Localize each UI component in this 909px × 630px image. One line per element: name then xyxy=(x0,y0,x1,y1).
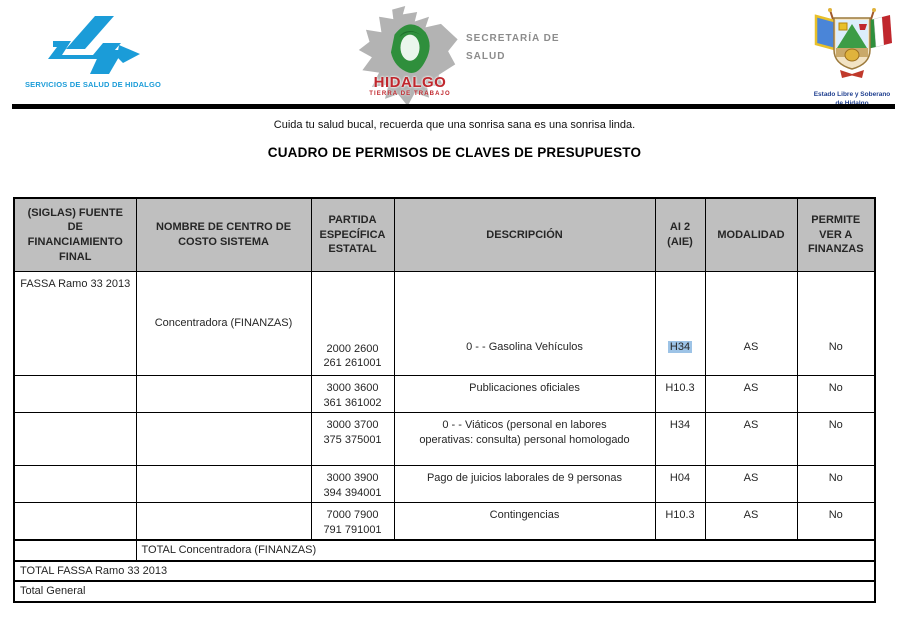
total-row-general xyxy=(14,581,875,602)
column-header-fuente: (SIGLAS) FUENTE DE FINANCIAMIENTO FINAL xyxy=(14,198,136,272)
cell-descripcion: Contingencias xyxy=(394,503,655,541)
total-label: TOTAL Concentradora (FINANZAS) xyxy=(136,540,875,561)
health-slogan: Cuida tu salud bucal, recuerda que una sonrisa sana es una sonrisa linda. xyxy=(273,119,636,131)
budget-permissions-table xyxy=(13,197,876,603)
column-header-centro-costo: NOMBRE DE CENTRO DE COSTO SISTEMA xyxy=(136,198,311,272)
cell-centro-costo: Concentradora (FINANZAS) xyxy=(136,272,311,376)
ssh-logo-icon xyxy=(18,14,168,76)
selected-text-highlight: H34 xyxy=(669,341,691,354)
hidalgo-state-logo xyxy=(356,6,464,106)
cell-permite: No xyxy=(797,272,875,376)
column-header-permite-finanzas: PERMITE VER A FINANZAS xyxy=(797,198,875,272)
horizontal-divider xyxy=(12,104,895,109)
cell-fuente: FASSA Ramo 33 2013 xyxy=(14,272,136,376)
cell-partida: 3000 3900 394 394001 xyxy=(311,466,394,503)
cell-ai2: H10.3 xyxy=(655,503,705,541)
coat-of-arms-icon xyxy=(806,71,898,88)
column-header-descripcion: DESCRIPCIÓN xyxy=(394,198,655,272)
column-header-partida: PARTIDA ESPECÍFICA ESTATAL xyxy=(311,198,394,272)
cell-ai2: H34 xyxy=(655,413,705,466)
cell-modalidad: AS xyxy=(705,503,797,541)
cell-permite: No xyxy=(797,503,875,541)
coat-of-arms-caption: Estado Libre y Soberano xyxy=(813,91,891,98)
total-row-fassa xyxy=(14,561,875,582)
cell-centro-costo xyxy=(136,466,311,503)
table-row xyxy=(14,466,875,503)
ssh-logo-caption: SERVICIOS DE SALUD DE HIDALGO xyxy=(24,80,162,89)
cell-fuente xyxy=(14,466,136,503)
total-row-concentradora xyxy=(14,540,875,561)
cell-descripcion: 0 - - Gasolina Vehículos xyxy=(394,272,655,376)
column-header-modalidad: MODALIDAD xyxy=(705,198,797,272)
total-label: Total General xyxy=(14,581,875,602)
cell-ai2: H10.3 xyxy=(655,376,705,413)
cell-centro-costo xyxy=(136,503,311,541)
secretaria-de-salud-label: SECRETARÍA DE SALUD xyxy=(466,33,560,62)
column-header-ai2: AI 2 (AIE) xyxy=(655,198,705,272)
cell-partida: 3000 3700 375 375001 xyxy=(311,413,394,466)
ssh-logo xyxy=(18,14,168,89)
cell-descripcion: Pago de juicios laborales de 9 personas xyxy=(394,466,655,503)
cell-descripcion: 0 - - Viáticos (personal en labores operativas: consulta) personal homologado xyxy=(394,413,655,466)
cell-empty xyxy=(14,540,136,561)
cell-partida: 2000 2600 261 261001 xyxy=(311,272,394,376)
table-header-row xyxy=(14,198,875,272)
page-title: CUADRO DE PERMISOS DE CLAVES DE PRESUPUESTO xyxy=(267,145,642,160)
table-row xyxy=(14,272,875,376)
cell-partida: 7000 7900 791 791001 xyxy=(311,503,394,541)
table-row xyxy=(14,413,875,466)
total-label: TOTAL FASSA Ramo 33 2013 xyxy=(14,561,875,582)
cell-permite: No xyxy=(797,376,875,413)
cell-fuente xyxy=(14,376,136,413)
cell-descripcion: Publicaciones oficiales xyxy=(394,376,655,413)
table-row xyxy=(14,503,875,541)
cell-modalidad: AS xyxy=(705,466,797,503)
table-row xyxy=(14,376,875,413)
cell-centro-costo xyxy=(136,413,311,466)
hidalgo-tagline: TIERRA DE TRABAJO xyxy=(369,91,451,97)
cell-permite: No xyxy=(797,413,875,466)
cell-modalidad: AS xyxy=(705,413,797,466)
hidalgo-wordmark: HIDALGO xyxy=(373,74,447,91)
cell-ai2 xyxy=(655,272,705,376)
cell-fuente xyxy=(14,503,136,541)
hidalgo-coat-of-arms xyxy=(802,4,902,109)
cell-partida: 3000 3600 361 361002 xyxy=(311,376,394,413)
cell-modalidad: AS xyxy=(705,272,797,376)
cell-permite: No xyxy=(797,466,875,503)
cell-modalidad: AS xyxy=(705,376,797,413)
cell-fuente xyxy=(14,413,136,466)
cell-ai2: H04 xyxy=(655,466,705,503)
cell-centro-costo xyxy=(136,376,311,413)
